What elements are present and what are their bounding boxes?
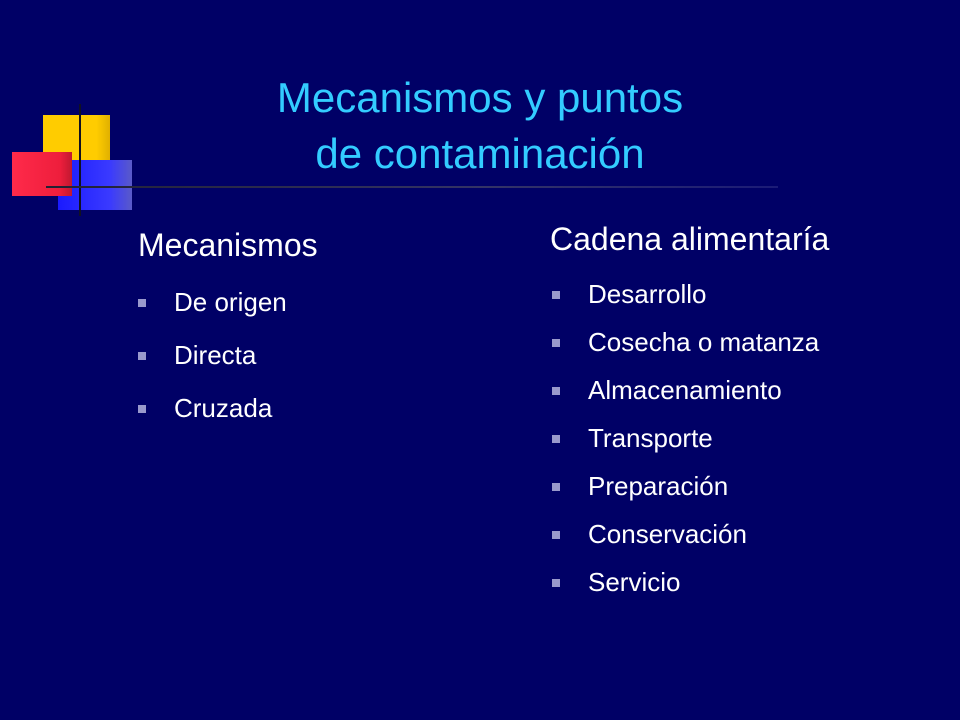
cadena-alimentaria-heading: Cadena alimentaría	[550, 221, 830, 257]
list-item-label: Conservación	[588, 519, 747, 549]
title-line-1: Mecanismos y puntos	[276, 74, 684, 121]
list-item-label: Almacenamiento	[588, 375, 782, 405]
square-bullet-icon	[552, 531, 560, 539]
list-item-label: Servicio	[588, 567, 681, 597]
mecanismos-heading: Mecanismos	[138, 227, 318, 263]
list-item-label: Desarrollo	[588, 279, 707, 309]
list-item-label: Preparación	[588, 471, 729, 501]
list-item	[552, 326, 819, 358]
list-item-label: Cruzada	[174, 393, 273, 423]
square-bullet-icon	[552, 435, 560, 443]
mecanismos-list	[138, 286, 287, 445]
list-item	[552, 518, 819, 550]
cadena-alimentaria-list	[552, 278, 819, 614]
list-item	[138, 392, 287, 424]
list-item	[552, 422, 819, 454]
square-bullet-icon	[138, 405, 146, 413]
list-item	[552, 278, 819, 310]
square-bullet-icon	[552, 579, 560, 587]
title-line-2: de contaminación	[315, 130, 645, 177]
slide-title	[190, 70, 770, 182]
list-item	[138, 286, 287, 318]
list-item-label: Directa	[174, 340, 257, 370]
list-item-label: Cosecha o matanza	[588, 327, 820, 357]
title-underline	[46, 186, 778, 188]
square-bullet-icon	[552, 483, 560, 491]
square-bullet-icon	[552, 387, 560, 395]
list-item	[552, 470, 819, 502]
decorative-red-square	[12, 152, 72, 196]
list-item	[138, 339, 287, 371]
list-item	[552, 566, 819, 598]
square-bullet-icon	[138, 299, 146, 307]
list-item-label: Transporte	[588, 423, 713, 453]
square-bullet-icon	[138, 352, 146, 360]
decorative-vertical-line	[79, 104, 81, 216]
square-bullet-icon	[552, 339, 560, 347]
list-item-label: De origen	[174, 287, 287, 317]
square-bullet-icon	[552, 291, 560, 299]
list-item	[552, 374, 819, 406]
